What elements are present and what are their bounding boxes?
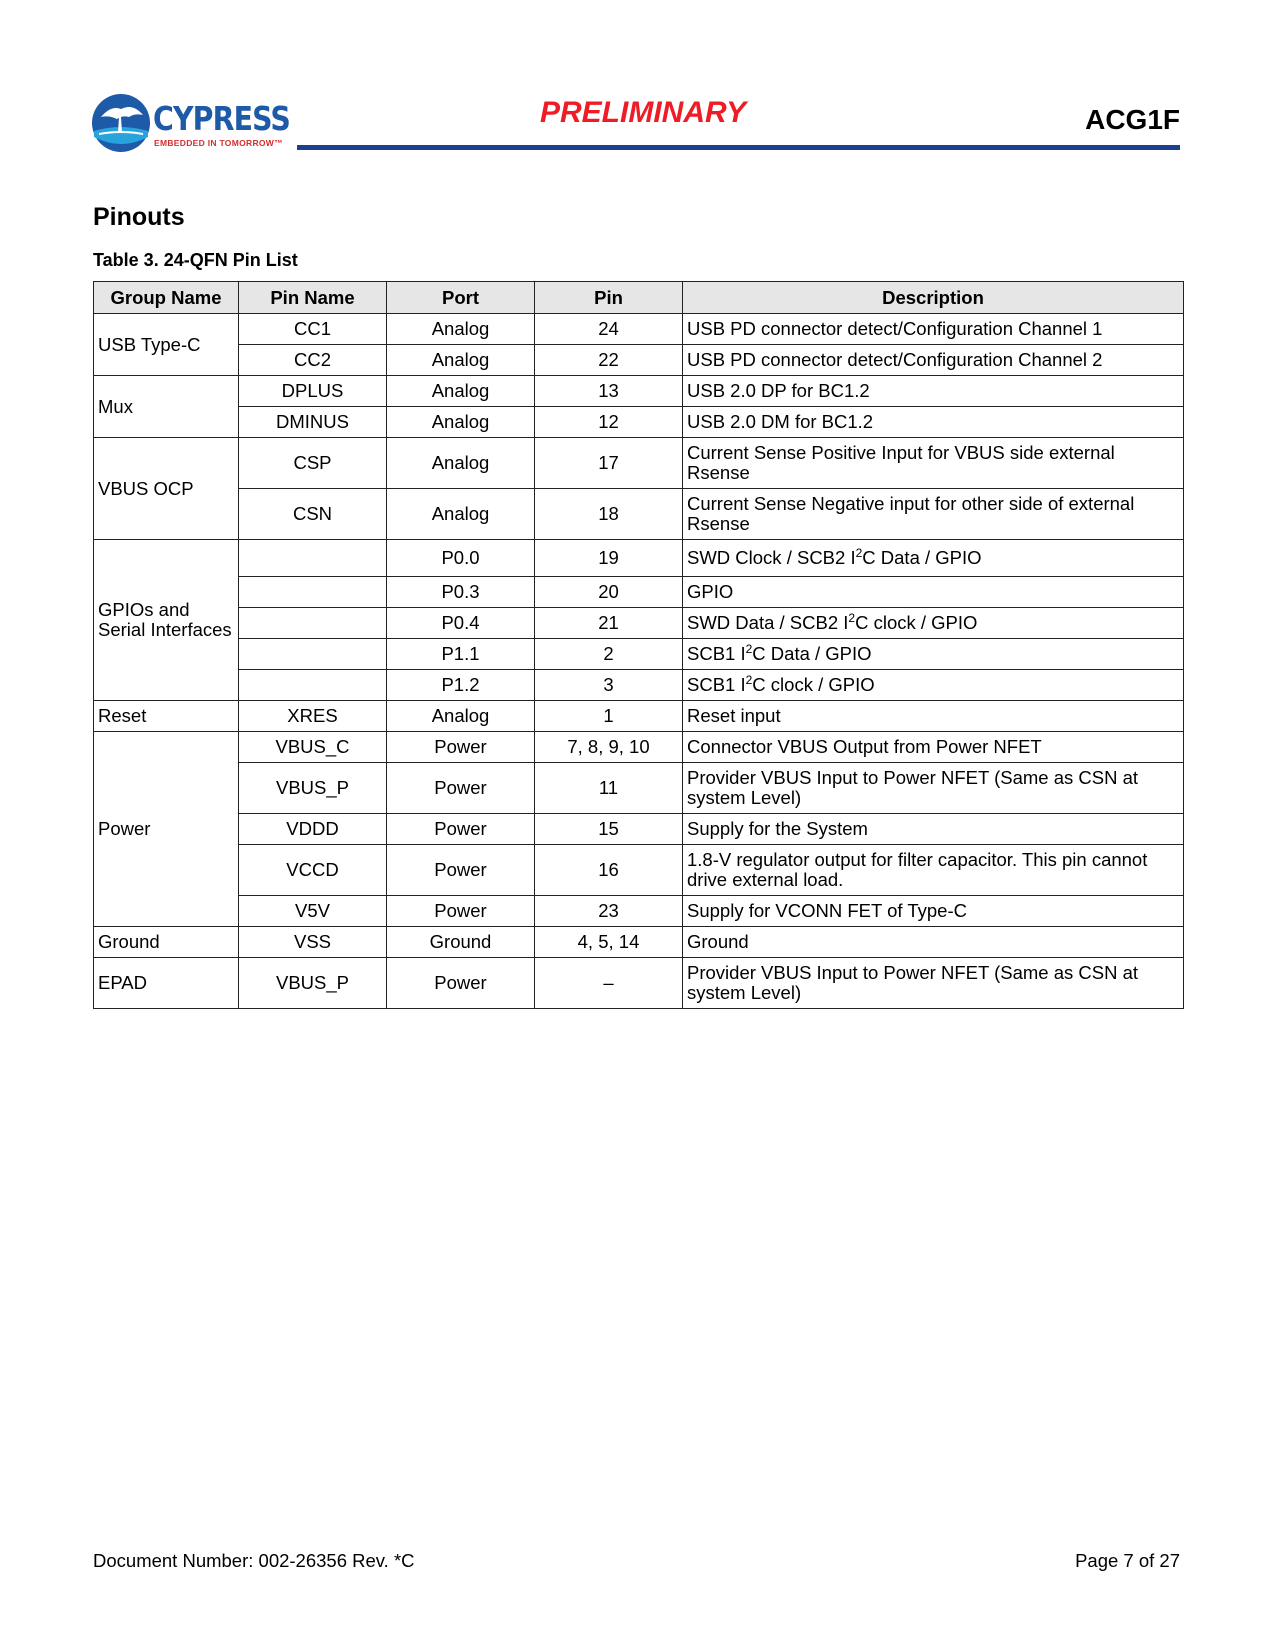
pin-name: VDDD xyxy=(239,814,387,845)
group-name: Ground xyxy=(94,927,239,958)
pin-name: XRES xyxy=(239,701,387,732)
table-row xyxy=(94,345,1184,376)
table-row xyxy=(94,376,1184,407)
port: Power xyxy=(387,958,535,1009)
description: Ground xyxy=(683,927,1184,958)
pin: 2 xyxy=(535,639,683,670)
port: Power xyxy=(387,763,535,814)
pin-name: DMINUS xyxy=(239,407,387,438)
logo-tagline: EMBEDDED IN TOMORROW™ xyxy=(154,138,283,148)
description: Supply for VCONN FET of Type-C xyxy=(683,896,1184,927)
table-row xyxy=(94,701,1184,732)
pin: 22 xyxy=(535,345,683,376)
pin: 15 xyxy=(535,814,683,845)
pin: 4, 5, 14 xyxy=(535,927,683,958)
description: Current Sense Negative input for other side of external Rsense xyxy=(683,489,1184,540)
header-group-name: Group Name xyxy=(94,282,239,314)
pin-name: CSP xyxy=(239,438,387,489)
table-row xyxy=(94,639,1184,670)
pin-name: VSS xyxy=(239,927,387,958)
description: Provider VBUS Input to Power NFET (Same as CSN at system Level) xyxy=(683,958,1184,1009)
cypress-tree-icon xyxy=(91,93,151,153)
table-row xyxy=(94,814,1184,845)
port: Analog xyxy=(387,376,535,407)
port: Power xyxy=(387,896,535,927)
port: P1.1 xyxy=(387,639,535,670)
port: P0.4 xyxy=(387,608,535,639)
table-row xyxy=(94,763,1184,814)
port: Analog xyxy=(387,438,535,489)
description: SWD Clock / SCB2 $I^2C$ Data / GPIO xyxy=(683,540,1184,577)
description: SWD Data / SCB2 $I^2C$ clock / GPIO xyxy=(683,608,1184,639)
description: SCB1 $I^2C$ Data / GPIO xyxy=(683,639,1184,670)
header-description: Description xyxy=(683,282,1184,314)
pin-name xyxy=(239,540,387,577)
header-rule xyxy=(297,145,1180,150)
port: Power xyxy=(387,732,535,763)
page-number: Page 7 of 27 xyxy=(1075,1550,1180,1571)
port: P0.0 xyxy=(387,540,535,577)
cypress-logo xyxy=(91,93,291,155)
pin-name: VBUS_P xyxy=(239,763,387,814)
table-row xyxy=(94,540,1184,577)
port: Analog xyxy=(387,407,535,438)
pin: 19 xyxy=(535,540,683,577)
pin: 12 xyxy=(535,407,683,438)
logo-wordmark: CYPRESS xyxy=(153,99,291,138)
pin: 21 xyxy=(535,608,683,639)
pin-name: VCCD xyxy=(239,845,387,896)
port: Analog xyxy=(387,489,535,540)
pin-list-table xyxy=(93,281,1184,1009)
pin-name xyxy=(239,577,387,608)
table-row xyxy=(94,314,1184,345)
pin: 7, 8, 9, 10 xyxy=(535,732,683,763)
header-port: Port xyxy=(387,282,535,314)
description: Provider VBUS Input to Power NFET (Same as CSN at system Level) xyxy=(683,763,1184,814)
group-name: Power xyxy=(94,732,239,927)
group-name: EPAD xyxy=(94,958,239,1009)
pin: 11 xyxy=(535,763,683,814)
table-caption: Table 3. 24-QFN Pin List xyxy=(93,250,298,270)
section-title: Pinouts xyxy=(93,203,185,231)
table-row xyxy=(94,958,1184,1009)
description: USB 2.0 DM for BC1.2 xyxy=(683,407,1184,438)
description: GPIO xyxy=(683,577,1184,608)
port: Power xyxy=(387,845,535,896)
table-row xyxy=(94,608,1184,639)
description: Supply for the System xyxy=(683,814,1184,845)
pin: 16 xyxy=(535,845,683,896)
pin: – xyxy=(535,958,683,1009)
pin: 23 xyxy=(535,896,683,927)
table-row xyxy=(94,896,1184,927)
pin-name: VBUS_P xyxy=(239,958,387,1009)
description: USB PD connector detect/Configuration Channel 1 xyxy=(683,314,1184,345)
preliminary-label: PRELIMINARY xyxy=(540,96,747,129)
header-pin-name: Pin Name xyxy=(239,282,387,314)
port: Analog xyxy=(387,701,535,732)
port: Analog xyxy=(387,345,535,376)
port: Analog xyxy=(387,314,535,345)
table-row xyxy=(94,438,1184,489)
table-row xyxy=(94,407,1184,438)
description: USB 2.0 DP for BC1.2 xyxy=(683,376,1184,407)
pin: 18 xyxy=(535,489,683,540)
pin-name xyxy=(239,639,387,670)
group-name: Reset xyxy=(94,701,239,732)
description: 1.8-V regulator output for filter capacitor. This pin cannot drive external load. xyxy=(683,845,1184,896)
description: Reset input xyxy=(683,701,1184,732)
table-row xyxy=(94,927,1184,958)
group-name: GPIOs and Serial Interfaces xyxy=(94,540,239,701)
port: Ground xyxy=(387,927,535,958)
pin-name: V5V xyxy=(239,896,387,927)
header-pin: Pin xyxy=(535,282,683,314)
pin-name xyxy=(239,608,387,639)
pin-name: CSN xyxy=(239,489,387,540)
pin-name xyxy=(239,670,387,701)
group-name: USB Type-C xyxy=(94,314,239,376)
table-row xyxy=(94,845,1184,896)
port: Power xyxy=(387,814,535,845)
table-header-row xyxy=(94,282,1184,314)
document-number: Document Number: 002-26356 Rev. *C xyxy=(93,1550,415,1571)
port: P1.2 xyxy=(387,670,535,701)
pin: 20 xyxy=(535,577,683,608)
group-name: Mux xyxy=(94,376,239,438)
table-row xyxy=(94,732,1184,763)
pin: 24 xyxy=(535,314,683,345)
pin: 3 xyxy=(535,670,683,701)
pin: 17 xyxy=(535,438,683,489)
description: Connector VBUS Output from Power NFET xyxy=(683,732,1184,763)
pin-name: CC2 xyxy=(239,345,387,376)
pin: 13 xyxy=(535,376,683,407)
product-title: ACG1F xyxy=(1085,104,1180,135)
table-row xyxy=(94,577,1184,608)
pin-name: CC1 xyxy=(239,314,387,345)
description: USB PD connector detect/Configuration Channel 2 xyxy=(683,345,1184,376)
description: SCB1 $I^2C$ clock / GPIO xyxy=(683,670,1184,701)
pin: 1 xyxy=(535,701,683,732)
table-row xyxy=(94,489,1184,540)
description: Current Sense Positive Input for VBUS side external Rsense xyxy=(683,438,1184,489)
table-row xyxy=(94,670,1184,701)
pin-name: VBUS_C xyxy=(239,732,387,763)
group-name: VBUS OCP xyxy=(94,438,239,540)
port: P0.3 xyxy=(387,577,535,608)
pin-name: DPLUS xyxy=(239,376,387,407)
